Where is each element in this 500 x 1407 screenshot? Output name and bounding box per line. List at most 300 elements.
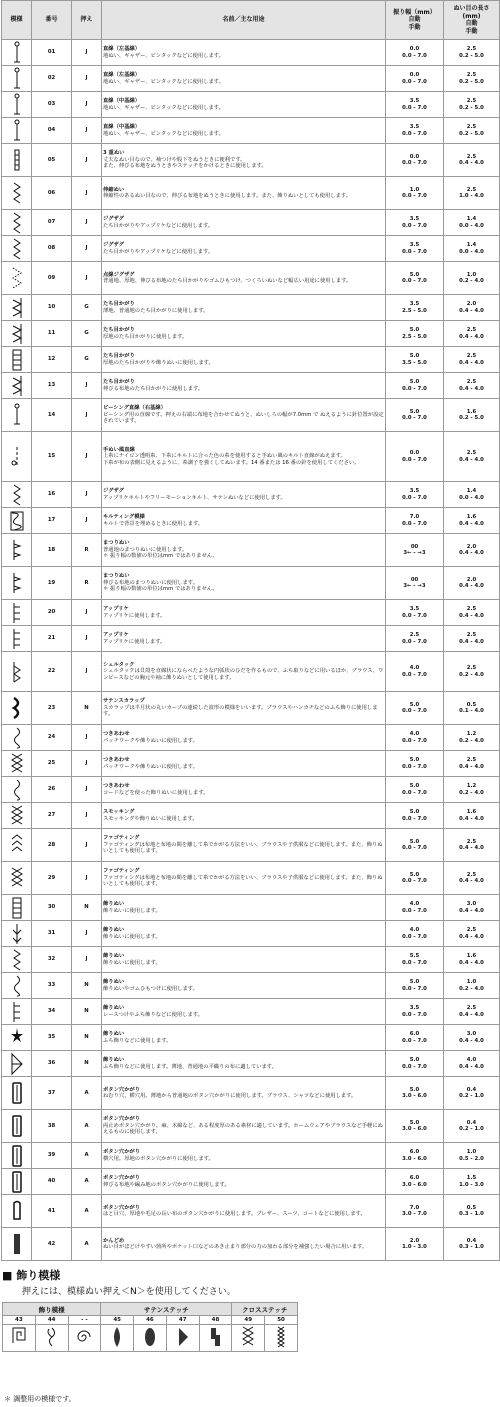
pattern-description: 地ぬい、ギャザー、ピンタックなどに使用します。	[103, 52, 224, 59]
width-manual: 3.5 - 5.0	[402, 359, 427, 366]
table-row[interactable]	[2, 92, 500, 118]
pattern-name-cell	[102, 1195, 386, 1228]
pattern-cell	[2, 508, 32, 534]
table-row[interactable]	[2, 895, 500, 921]
pattern-number: 17	[32, 508, 72, 534]
table-row[interactable]	[2, 373, 500, 399]
pattern-description: 伸びる布地のまつりぬいに使用します。 ＊ 振り幅の数値の単位はmm ではありません。	[103, 579, 218, 593]
length-cell	[444, 626, 500, 652]
width-cell	[386, 1228, 444, 1261]
table-row[interactable]	[2, 1077, 500, 1110]
pattern-title: 飾りぬい	[103, 901, 125, 908]
zigzag-icon	[8, 237, 26, 261]
table-row[interactable]	[2, 210, 500, 236]
width-auto: 2.0	[409, 1237, 420, 1244]
pattern-number: 04	[32, 118, 72, 144]
table-row[interactable]	[2, 40, 500, 66]
table-row[interactable]	[2, 482, 500, 508]
length-cell	[444, 177, 500, 210]
pattern-description: パッチワークや飾りぬいに使用します。	[103, 737, 198, 744]
table-row[interactable]	[2, 144, 500, 177]
length-manual: 0.2 - 1.0	[459, 1126, 484, 1132]
length-cell	[444, 1228, 500, 1261]
pattern-name-cell	[102, 534, 386, 567]
pattern-description: 飾りぬいやゴムひもつけに使用します。	[103, 985, 198, 992]
presser-foot: A	[72, 1169, 102, 1195]
pattern-number: 13	[32, 373, 72, 399]
length-auto: 1.6	[466, 514, 477, 521]
fleur-icon	[43, 1325, 61, 1349]
length-auto: 1.5	[466, 1175, 477, 1182]
pattern-cell	[2, 432, 32, 482]
length-auto: 1.4	[466, 242, 477, 249]
width-auto: 5.0	[409, 327, 420, 334]
pattern-description: アップリケに使用します。	[103, 612, 166, 619]
length-auto: 2.5	[466, 757, 477, 764]
width-auto: 7.0	[409, 514, 420, 521]
presser-foot: N	[72, 999, 102, 1025]
width-auto: 3.5	[409, 124, 420, 131]
table-row[interactable]	[2, 600, 500, 626]
smocking-icon	[8, 804, 26, 828]
width-cell	[386, 829, 444, 862]
overcast-icon	[8, 296, 26, 320]
pattern-name-cell	[102, 999, 386, 1025]
pattern-title: 伸縮ぬい	[103, 186, 125, 193]
pattern-description: 伸びる布地や編み地のボタン穴かがりに使用します。	[103, 1181, 230, 1188]
pattern-title: ピーシング直線（右基線）	[103, 405, 167, 412]
pattern-description: ピーシング用の直線です。押えの右端に布地を合わせてぬうと、ぬいしろの幅が7.0mm で ぬえるように針位置が設定されています。	[103, 411, 384, 425]
header-number: 番号	[32, 1, 72, 40]
pattern-number: 22	[32, 652, 72, 692]
presser-foot: J	[72, 921, 102, 947]
width-cell	[386, 144, 444, 177]
length-cell	[444, 751, 500, 777]
table-row[interactable]	[2, 347, 500, 373]
pattern-name-cell	[102, 652, 386, 692]
table-row[interactable]	[2, 862, 500, 895]
table-row[interactable]	[2, 177, 500, 210]
length-auto: 4.0	[466, 1057, 477, 1064]
straight-middle-icon	[8, 119, 26, 143]
pattern-title: ボタン穴かがり	[103, 1116, 141, 1123]
bartack-icon	[8, 1232, 26, 1256]
table-row[interactable]	[2, 262, 500, 295]
table-row[interactable]	[2, 295, 500, 321]
decorative-group-header: サテンステッチ	[101, 1303, 232, 1316]
decorative-pattern-cell[interactable]	[3, 1325, 36, 1352]
header-width-manual: 手動	[408, 23, 421, 31]
table-row[interactable]	[2, 751, 500, 777]
width-auto: 5.0	[409, 271, 420, 278]
pattern-title: 直線（左基線）	[103, 46, 141, 53]
width-cell	[386, 862, 444, 895]
presser-foot: J	[72, 399, 102, 432]
table-row[interactable]	[2, 692, 500, 725]
pattern-cell	[2, 921, 32, 947]
width-cell	[386, 1169, 444, 1195]
pattern-cell	[2, 177, 32, 210]
length-auto: 1.2	[466, 731, 477, 738]
presser-foot: J	[72, 40, 102, 66]
pattern-name-cell	[102, 321, 386, 347]
pattern-number: 10	[32, 295, 72, 321]
width-manual: 0.0 - 7.0	[402, 1063, 427, 1070]
pattern-number: 16	[32, 482, 72, 508]
blind-hem-icon	[8, 538, 26, 562]
length-manual: 0.4 - 4.0	[459, 1011, 484, 1018]
width-cell	[386, 921, 444, 947]
pattern-name-cell	[102, 92, 386, 118]
pattern-title: たち目かがり	[103, 353, 135, 360]
width-manual: 3.0 - 7.0	[402, 1211, 427, 1217]
overcast-box-icon	[8, 348, 26, 372]
table-row[interactable]	[2, 652, 500, 692]
pattern-description: ファゴティングは布地と布地の間を離して糸でかがる方法をいい、ブラウスや子供服などに使用します。また、飾りぬいとしても使用します。	[103, 841, 383, 855]
length-manual: 1.0 - 3.0	[459, 1181, 484, 1188]
table-row[interactable]	[2, 999, 500, 1025]
pattern-description: レースつけやふち飾りなどに使用します。	[103, 1011, 203, 1018]
pattern-title: サテンスカラップ	[103, 698, 145, 705]
presser-foot: J	[72, 177, 102, 210]
pattern-name-cell	[102, 921, 386, 947]
width-cell	[386, 1077, 444, 1110]
width-cell	[386, 92, 444, 118]
pattern-cell	[2, 1169, 32, 1195]
pattern-description: 厚地のたち目かがりに使用します。	[103, 333, 188, 340]
pattern-cell	[2, 1195, 32, 1228]
table-row[interactable]	[2, 534, 500, 567]
pattern-cell	[2, 652, 32, 692]
presser-foot: G	[72, 347, 102, 373]
width-cell	[386, 1110, 444, 1143]
pattern-number: 21	[32, 626, 72, 652]
pattern-name-cell	[102, 567, 386, 600]
width-auto: 6.0	[409, 1149, 420, 1156]
stretch-stitch-icon	[8, 181, 26, 205]
width-auto: 3.5	[409, 606, 420, 613]
presser-foot: A	[72, 1143, 102, 1169]
stipple-icon	[8, 509, 26, 533]
pattern-number: 29	[32, 862, 72, 895]
straight-left-icon	[8, 67, 26, 91]
header-name: 名前／主な用途	[102, 1, 386, 40]
width-manual: 2.5 - 5.0	[402, 307, 427, 314]
presser-foot: J	[72, 262, 102, 295]
pattern-number: 39	[32, 1143, 72, 1169]
length-auto: 2.5	[466, 327, 477, 334]
length-auto: 1.4	[466, 488, 477, 495]
buttonhole-stretch-icon	[8, 1170, 26, 1194]
pattern-description: 両止めボタン穴かがり。麻、木綿など、ある程度厚のある素材に適しています。ホームウェアやブラウスなど手軽にぬえるものに使用します。	[103, 1122, 383, 1136]
table-row[interactable]	[2, 1025, 500, 1051]
width-auto: 0.0	[409, 72, 420, 79]
table-row[interactable]	[2, 973, 500, 999]
pattern-cell	[2, 862, 32, 895]
scallop-icon	[8, 696, 26, 720]
decorative-pattern-cell[interactable]	[134, 1325, 167, 1352]
pattern-number: 30	[32, 895, 72, 921]
length-manual: 0.4 - 4.0	[459, 160, 484, 166]
width-auto: 5.0	[409, 701, 420, 708]
length-manual: 0.4 - 4.0	[459, 959, 484, 966]
presser-foot: G	[72, 295, 102, 321]
pattern-description: 厚地のたち目かがりや飾りぬいに使用します。	[103, 359, 214, 366]
pattern-name-cell	[102, 692, 386, 725]
pattern-cell	[2, 692, 32, 725]
table-row[interactable]	[2, 66, 500, 92]
width-auto: 5.0	[409, 379, 420, 386]
length-cell	[444, 1110, 500, 1143]
decorative-pattern-cell[interactable]	[166, 1325, 199, 1352]
length-auto: 0.5	[466, 701, 477, 708]
pattern-name-cell	[102, 347, 386, 373]
pattern-number: 11	[32, 321, 72, 347]
length-cell	[444, 947, 500, 973]
pattern-number: 09	[32, 262, 72, 295]
length-cell	[444, 567, 500, 600]
decorative-pattern-cell[interactable]	[265, 1325, 298, 1352]
table-row[interactable]	[2, 399, 500, 432]
length-cell	[444, 829, 500, 862]
pattern-number: 34	[32, 999, 72, 1025]
length-auto: 0.4	[466, 1237, 477, 1244]
pattern-cell	[2, 1077, 32, 1110]
length-cell	[444, 803, 500, 829]
length-cell	[444, 999, 500, 1025]
table-row[interactable]	[2, 921, 500, 947]
width-manual: 3← - →3	[403, 550, 426, 556]
pattern-description: 薄地、普通地のたち目かがりに使用します。	[103, 307, 209, 314]
table-row[interactable]	[2, 1051, 500, 1077]
table-row[interactable]	[2, 1195, 500, 1228]
length-auto: 2.5	[466, 632, 477, 639]
length-auto: 2.5	[466, 379, 477, 386]
length-cell	[444, 40, 500, 66]
table-row[interactable]	[2, 947, 500, 973]
pattern-title: 直線（中基線）	[103, 124, 141, 131]
pattern-title: まつりぬい	[103, 540, 130, 547]
pattern-cell	[2, 1228, 32, 1261]
satin-oval-icon	[141, 1325, 159, 1349]
table-row[interactable]	[2, 725, 500, 751]
decorative-pattern-cell[interactable]	[101, 1325, 134, 1352]
length-cell	[444, 1051, 500, 1077]
width-manual: 1.0 - 3.0	[402, 1244, 427, 1250]
table-row[interactable]	[2, 321, 500, 347]
table-row[interactable]	[2, 777, 500, 803]
presser-foot: J	[72, 600, 102, 626]
pattern-name-cell	[102, 210, 386, 236]
header-width-auto: 自動	[408, 16, 421, 24]
length-auto: 1.6	[466, 809, 477, 816]
pattern-name-cell	[102, 66, 386, 92]
width-cell	[386, 1025, 444, 1051]
width-auto: 5.0	[409, 838, 420, 845]
length-manual: 0.2 - 5.0	[459, 52, 484, 59]
presser-foot: J	[72, 144, 102, 177]
decorative-group-header: 飾り模様	[3, 1303, 101, 1316]
table-row[interactable]	[2, 508, 500, 534]
pattern-cell	[2, 1143, 32, 1169]
pattern-description: 地ぬい、ギャザー、ピンタックなどに使用します。	[103, 104, 224, 111]
pattern-name-cell	[102, 1143, 386, 1169]
applique-icon	[8, 627, 26, 651]
pattern-number: 26	[32, 777, 72, 803]
width-auto: 5.0	[409, 1057, 420, 1064]
pattern-title: 手ぬい風直線	[103, 446, 135, 453]
table-row[interactable]	[2, 803, 500, 829]
buttonhole-bartack-icon	[8, 1114, 26, 1138]
decorative-pattern-cell[interactable]	[68, 1325, 101, 1352]
pattern-name-cell	[102, 626, 386, 652]
width-cell	[386, 652, 444, 692]
decorative-pattern-cell[interactable]	[199, 1325, 232, 1352]
presser-foot: G	[72, 321, 102, 347]
table-row[interactable]	[2, 118, 500, 144]
length-auto: 1.2	[466, 783, 477, 790]
decorative-pattern-cell[interactable]	[232, 1325, 265, 1352]
length-cell	[444, 92, 500, 118]
width-manual: 0.0 - 7.0	[402, 708, 427, 714]
length-auto: 2.5	[466, 153, 477, 160]
decorative-number: 48	[199, 1316, 232, 1325]
pattern-number: 31	[32, 921, 72, 947]
width-manual: 0.0 - 7.0	[402, 845, 427, 851]
pattern-cell	[2, 751, 32, 777]
length-auto: 2.5	[466, 606, 477, 613]
pattern-title: ファゴティング	[103, 868, 140, 875]
pattern-description: 飾りぬいに使用します。	[103, 959, 161, 966]
header-pattern: 模様	[2, 1, 32, 40]
length-cell	[444, 777, 500, 803]
table-row[interactable]	[2, 1143, 500, 1169]
pattern-title: 飾りぬい	[103, 1057, 125, 1064]
length-manual: 0.4 - 4.0	[459, 333, 484, 340]
table-row[interactable]	[2, 1110, 500, 1143]
pattern-name-cell	[102, 1077, 386, 1110]
width-manual: 0.0 - 7.0	[402, 415, 427, 421]
piecing-icon	[8, 403, 26, 427]
presser-foot: J	[72, 652, 102, 692]
pattern-description: ファゴティングは布地と布地の間を離して糸でかがる方法をいい、ブラウスや子供服などに使用します。また、飾りぬいとしても使用します。	[103, 874, 383, 888]
pattern-title: 直線（左基線）	[103, 72, 141, 79]
pattern-number: 05	[32, 144, 72, 177]
presser-foot: J	[72, 803, 102, 829]
length-manual: 0.4 - 4.0	[459, 878, 484, 884]
presser-foot: J	[72, 508, 102, 534]
blind-hem-stretch-icon	[8, 571, 26, 595]
pattern-cell	[2, 777, 32, 803]
pattern-description: たち目かがりやアップリケなどに使用します。	[103, 248, 214, 255]
pattern-title: 飾りぬい	[103, 979, 125, 986]
length-cell	[444, 210, 500, 236]
pattern-title: つきあわせ	[103, 757, 130, 764]
decorative-pattern-cell[interactable]	[35, 1325, 68, 1352]
width-auto: 7.0	[409, 1204, 420, 1211]
presser-foot: J	[72, 236, 102, 262]
pattern-cell	[2, 1110, 32, 1143]
dotted-zigzag-icon	[8, 266, 26, 290]
pattern-title: 飾りぬい	[103, 1031, 125, 1038]
presser-foot: J	[72, 66, 102, 92]
pattern-title: ジグザグ	[103, 488, 124, 495]
length-cell	[444, 600, 500, 626]
table-row[interactable]	[2, 1169, 500, 1195]
width-auto: 0.0	[409, 450, 420, 457]
presser-foot: J	[72, 777, 102, 803]
width-auto: 4.0	[409, 901, 420, 908]
pattern-number: 37	[32, 1077, 72, 1110]
length-auto: 0.5	[466, 1204, 477, 1211]
length-auto: 3.0	[466, 1031, 477, 1038]
width-manual: 3.0 - 6.0	[402, 1093, 427, 1099]
pattern-title: ジグザグ	[103, 242, 124, 249]
pattern-name-cell	[102, 482, 386, 508]
width-manual: 0.0 - 7.0	[402, 985, 427, 992]
table-row[interactable]	[2, 432, 500, 482]
pattern-title: たち目かがり	[103, 327, 135, 334]
width-manual: 0.0 - 7.0	[402, 104, 427, 111]
width-manual: 3.0 - 6.0	[402, 1126, 427, 1132]
presser-foot: A	[72, 1195, 102, 1228]
pattern-cell	[2, 210, 32, 236]
length-auto: 2.5	[466, 46, 477, 53]
presser-foot: R	[72, 534, 102, 567]
presser-foot: J	[72, 829, 102, 862]
pattern-description: 普通地、厚地、伸びる布地のたち目かがりやゴムひもつけ、つくろいぬいなど幅広い用途に使用します。	[103, 278, 352, 284]
header-length-auto: 自動	[465, 20, 478, 27]
length-auto: 2.0	[466, 576, 477, 583]
width-cell	[386, 1051, 444, 1077]
pattern-description: 飾りぬいに使用します。	[103, 907, 161, 914]
pattern-description: アップリケに使用します。	[103, 638, 166, 645]
pattern-name-cell	[102, 432, 386, 482]
length-manual: 0.2 - 5.0	[459, 78, 484, 85]
pattern-cell	[2, 1051, 32, 1077]
width-cell	[386, 262, 444, 295]
presser-foot: J	[72, 210, 102, 236]
pattern-number: 03	[32, 92, 72, 118]
table-row[interactable]	[2, 626, 500, 652]
length-cell	[444, 295, 500, 321]
width-auto: 3.5	[409, 242, 420, 249]
table-row[interactable]	[2, 567, 500, 600]
table-row[interactable]	[2, 829, 500, 862]
width-manual: 2.5 - 5.0	[402, 333, 427, 340]
width-auto: 5.0	[409, 408, 420, 415]
greek-key-icon	[10, 1325, 28, 1349]
length-manual: 0.4 - 4.0	[459, 520, 484, 527]
presser-foot: J	[72, 626, 102, 652]
pattern-number: 38	[32, 1110, 72, 1143]
length-manual: 0.4 - 4.0	[459, 763, 484, 770]
width-cell	[386, 177, 444, 210]
decorative-number: 49	[232, 1316, 265, 1325]
width-auto: 2.5	[409, 632, 420, 639]
table-row[interactable]	[2, 1228, 500, 1261]
pattern-description: ふち飾りなどに使用します。薄地、普通地の平織りの布に適しています。	[103, 1063, 277, 1070]
decorative-group-header: クロスステッチ	[232, 1303, 298, 1316]
length-cell	[444, 1025, 500, 1051]
length-auto: 2.5	[466, 871, 477, 878]
header-width	[386, 1, 444, 40]
pattern-number: 18	[32, 534, 72, 567]
table-row[interactable]	[2, 236, 500, 262]
width-manual: 0.0 - 7.0	[402, 737, 427, 744]
length-manual: 0.2 - 5.0	[459, 104, 484, 111]
applique-icon	[8, 601, 26, 625]
